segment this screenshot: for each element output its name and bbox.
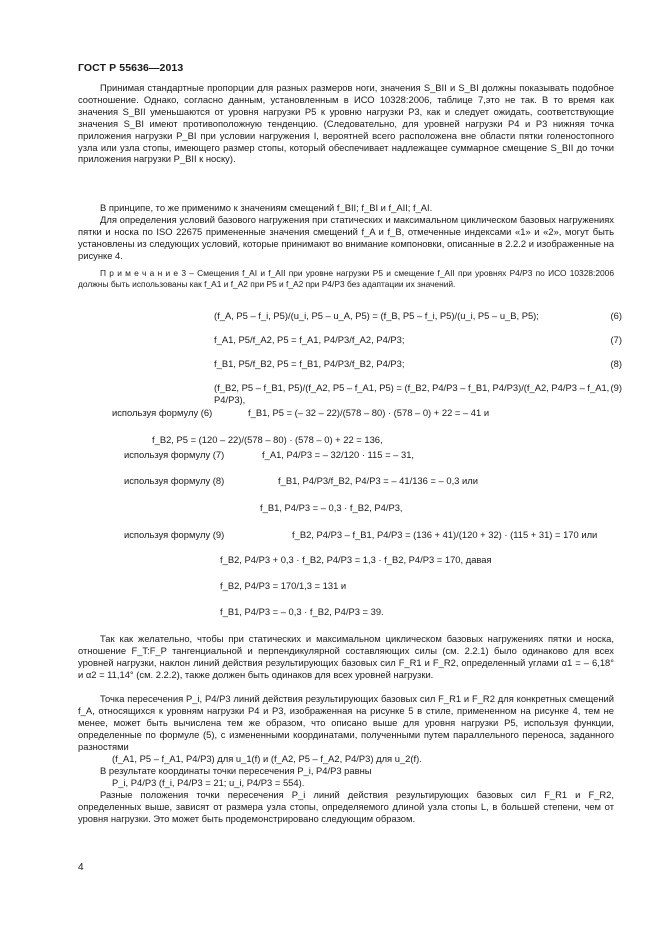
equation-8-number: (8) [610,358,622,369]
calc-fb2-p5: f_B2, P5 = (120 – 22)/(578 – 80) · (578 – 0) + 22 = 136, [152,434,383,445]
equation-7-number: (7) [610,334,622,345]
using-formula-6: используя формулу (6) [112,407,213,418]
paragraph-6: Разные положения точки пересечения P_i линий действия результирующих базовых сил F_R1 и F_R2, определенных выше, зависят от размера узла стопы, определяемого длиной узла стопы L, в большей степени, чем от уровня нагрузки. Это может быть продемонстрировано следующим образом. [78,789,614,824]
note-label: П р и м е ч а н и е 3 [100,268,186,278]
equation-9-number: (9) [610,382,622,393]
calc-fb2-p4p3: f_B2, P4/P3 = 170/1,3 = 131 и [220,580,347,591]
calc-fa1-p4p3: f_A1, P4/P3 = – 32/120 · 115 = – 31, [262,449,415,460]
equation-9 [214,382,622,406]
intersection-coordinates: P_i, P4/P3 (f_i, P4/P3 = 21; u_i, P4/P3 = 554). [112,777,305,788]
document-header: ГОСТ Р 55636—2013 [78,62,184,74]
paragraph-1: Принимая стандартные пропорции для разных размеров ноги, значения S_BII и S_BI должны показывать подобное соотношение. Однако, согласно данным, установленным в ИСО 10328:2006, таблице 7,это не так. В то время как значения S_BII уменьшаются от уровня нагрузки P5 к уровню нагрузки P3, как и следует ожидать, соответствующие значения S_BI имеют противоположную тенденцию. (Следовательно, для уровней нагрузки P4 и P3 нижняя точка приложения нагрузки P_BI при условии нагружения I, вероятней всего расположена вне области пятки голеностопного узла или узла стопы, имеющего размер стопы, который обеспечивает надлежащее суммарное смещение S_BII до точки приложения нагрузки P_BII к носку). [78,82,614,165]
using-formula-9: используя формулу (9) [124,529,225,540]
equation-8-body: f_B1, P5/f_B2, P5 = f_B1, P4/P3/f_B2, P4/P3; [214,358,405,369]
equation-7 [214,334,622,346]
equation-8 [214,358,622,370]
calc-ratio-fb: f_B1, P4/P3/f_B2, P4/P3 = – 41/136 = – 0,3 или [278,475,478,486]
result-intro: В результате координаты точки пересечения P_i, P4/P3 равны [100,765,372,776]
calc-difference: f_B2, P4/P3 – f_B1, P4/P3 = (136 + 41)/(120 + 32) · (115 + 31) = 170 или [292,529,598,540]
calc-fb1-p5: f_B1, P5 = (– 32 – 22)/(578 – 80) · (578 – 0) + 22 = – 41 и [248,407,490,418]
paragraph-5: Точка пересечения P_i, P4/P3 линий действия результирующих базовых сил F_R1 и F_R2 для конкретных смещений f_A, относящихся к уровням нагрузки P4 и P3, изображенная на рисунке 5 в стиле, примененном на рисунке 4, тем не менее, может быть вычислена тем же образом, что описано выше для уровня нагрузки P5, используя функции, определенные по формуле (5), с измененными координатами, полученными путем параллельного переноса, заданного разностями [78,693,614,752]
equation-7-body: f_A1, P5/f_A2, P5 = f_A1, P4/P3/f_A2, P4/P3; [214,334,405,345]
equation-9-body: (f_B2, P5 – f_B1, P5)/(f_A2, P5 – f_A1, P5) = (f_B2, P4/P3 – f_B1, P4/P3)/(f_A2, P4/P3 – f_A1, P4/P3), [214,382,610,405]
translation-differences: (f_A1, P5 – f_A1, P4/P3) для u_1(f) и (f_A2, P5 – f_A2, P4/P3) для u_2(f). [112,753,422,764]
paragraph-2: В принципе, то же применимо к значениям смещений f_BII; f_BI и f_AII; f_AI. [100,202,433,213]
using-formula-7: используя формулу (7) [124,449,225,460]
calc-combined: f_B2, P4/P3 + 0,3 · f_B2, P4/P3 = 1,3 · f_B2, P4/P3 = 170, давая [220,554,492,565]
paragraph-4: Так как желательно, чтобы при статических и максимальном циклическом базовых нагружениях пятки и носка, отношение F_T:F_P тангенциальной и перпендикулярной составляющих силы (см. 2.2.1) было одинаково для всех уровней нагрузки, наклон линий действия результирующих базовых сил F_R1 и F_R2, определенный углами α1 = – 6,18° и α2 = 11,14° (см. 2.2.2), также должен быть одинаков для всех уровней нагрузки. [78,633,614,680]
page-number: 4 [78,862,84,873]
calc-fb1-p4p3: f_B1, P4/P3 = – 0,3 · f_B2, P4/P3 = 39. [220,606,384,617]
paragraph-3: Для определения условий базового нагружения при статических и максимальном циклическом базовых нагружениях пятки и носка по ISO 22675 примененные значения смещений f_A и f_B, отмеченные индексами «1» и «2», могут быть установлены из следующих условий, которые принимают во внимание компоновки, описанные в 2.2.2 и изображенные на рисунке 4. [78,214,614,261]
note-text: – Смещения f_AI и f_AII при уровне нагрузки P5 и смещение f_AII при уровнях P4/P3 по ИСО 10328:2006 должны быть использованы как f_A1 и f_A2 при P5 и f_A2 при P4/P3 без адаптации их значений. [78,268,614,289]
using-formula-8: используя формулу (8) [124,475,225,486]
equation-6-number: (6) [610,310,622,321]
note-3 [78,268,614,290]
equation-6 [214,310,622,322]
equation-6-body: (f_A, P5 – f_i, P5)/(u_i, P5 – u_A, P5) = (f_B, P5 – f_i, P5)/(u_i, P5 – u_B, P5); [214,310,539,321]
calc-fb1-relation: f_B1, P4/P3 = – 0,3 · f_B2, P4/P3, [260,502,403,513]
